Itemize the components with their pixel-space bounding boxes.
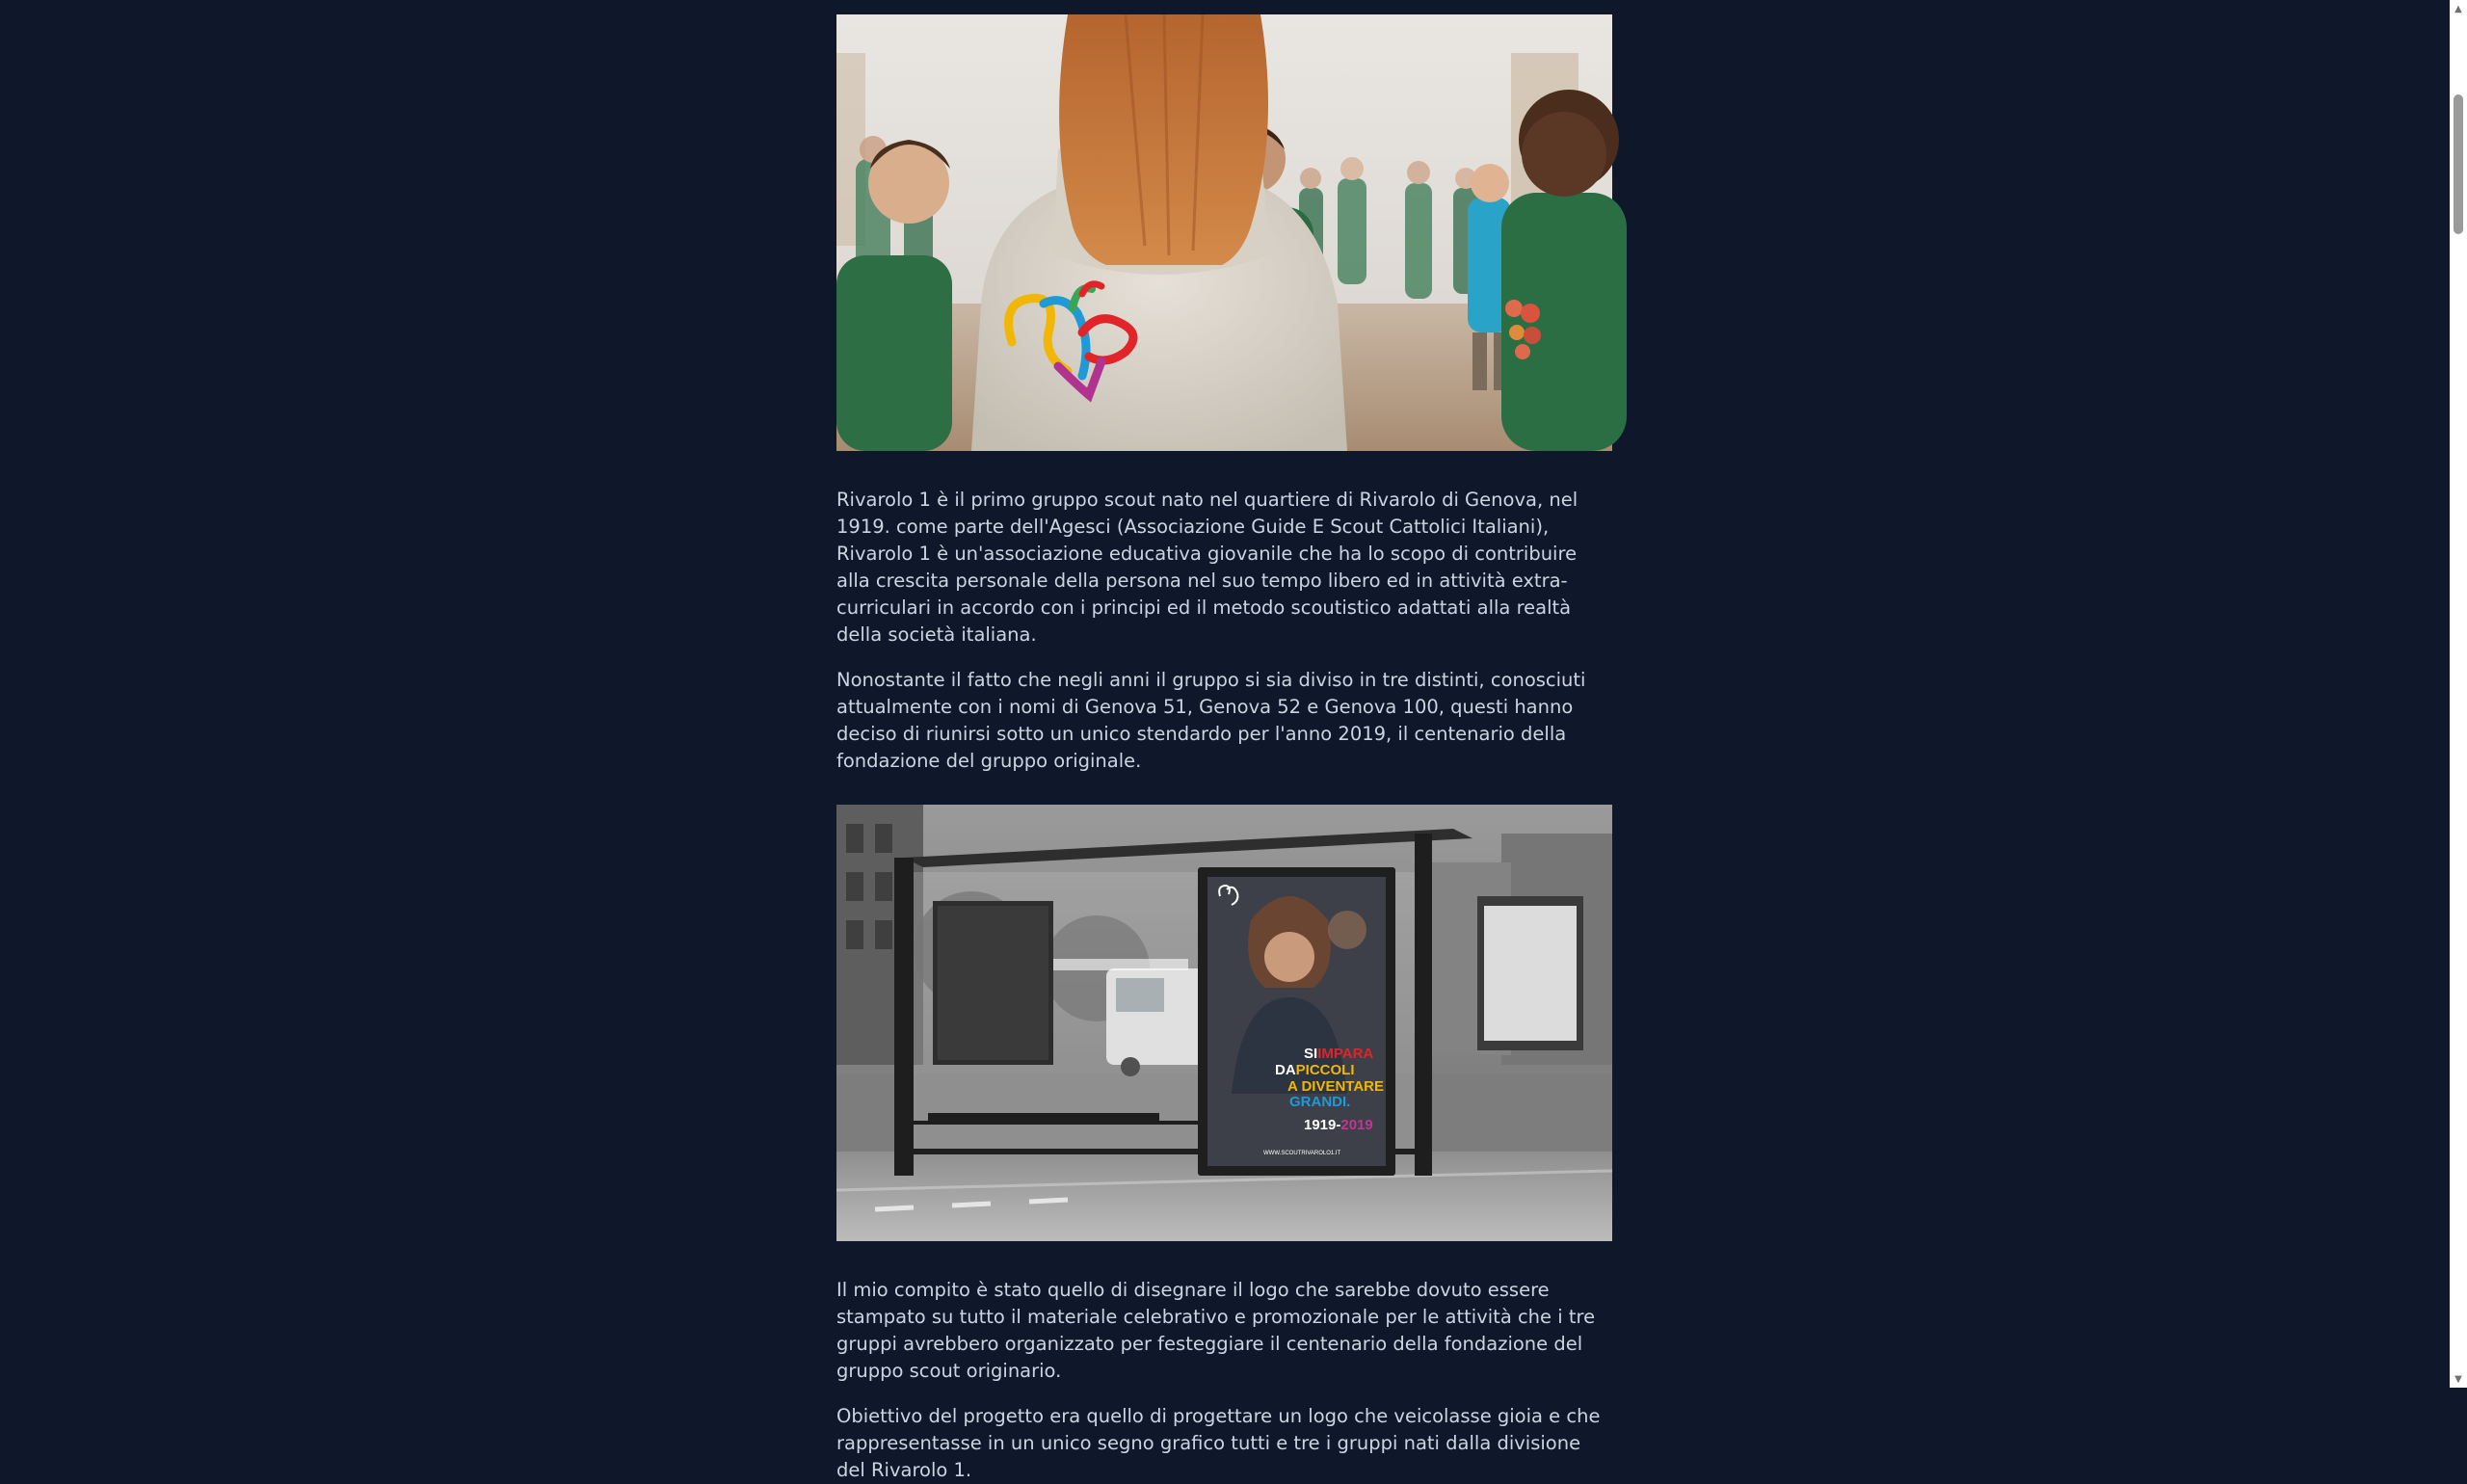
poster-line2a: DA	[1275, 1062, 1296, 1078]
poster-line2b: PICCOLI	[1295, 1062, 1355, 1078]
chevron-down-icon[interactable]: ▼	[2454, 1373, 2462, 1385]
history-paragraph: Nonostante il fatto che negli anni il gruppo si sia diviso in tre distinti, conosciuti attualmente con i nomi di Genova 51, Genova 52 e Genova 100, questi hanno deciso di riunirsi sotto un unico stendardo per l'anno 2019, il centenario della fondazione del gruppo originale.	[836, 669, 1586, 772]
objective-paragraph: Obiettivo del progetto era quello di progettare un logo che veicolasse gioia e che rappresentasse in un unico segno grafico tutti e tre i gruppi nati dalla divisione del Rivarolo 1.	[836, 1405, 1601, 1481]
chevron-up-icon[interactable]: ▲	[2454, 3, 2462, 14]
vertical-scrollbar[interactable]	[2450, 0, 2467, 1388]
bus-shelter-illustration	[836, 805, 1612, 1241]
intro-paragraph: Rivarolo 1 è il primo gruppo scout nato nel quartiere di Rivarolo di Genova, nel 1919. come parte dell'Agesci (Associazione Guide E Scout Cattolici Italiani), Rivarolo 1 è un'associazione educativa giovanile che ha lo scopo di contribuire alla crescita personale della persona nel suo tempo libero ed in attività extra-curriculari in accordo con i principi ed il metodo scoutistico adattati alla realtà della società italiana.	[836, 489, 1578, 646]
poster-line4: GRANDI.	[1289, 1094, 1351, 1110]
svg-text:DAPICCOLI	[1275, 1062, 1355, 1078]
poster-years-a: 1919-	[1304, 1117, 1341, 1133]
bus-shelter-poster-photo	[836, 805, 1612, 1241]
poster-years-b: 2019	[1340, 1117, 1373, 1133]
svg-text:SIIMPARA	[1304, 1046, 1373, 1062]
poster-url: WWW.SCOUTRIVAROLO1.IT	[1263, 1151, 1341, 1156]
task-paragraph: Il mio compito è stato quello di disegnare il logo che sarebbe dovuto essere stampato su tutto il materiale celebrativo e promozionale per le attività che i tre gruppi avrebbero organizzato per festeggiare il centenario della fondazione del gruppo scout originario.	[836, 1279, 1596, 1382]
poster-line1a: SI	[1304, 1046, 1318, 1062]
article	[836, 14, 1612, 1484]
poster-line1b: IMPARA	[1317, 1046, 1374, 1062]
poster-line3: A DIVENTARE	[1287, 1078, 1385, 1095]
scrollbar-thumb[interactable]	[2454, 94, 2463, 234]
scout-hoodie-illustration	[836, 14, 1612, 451]
scout-hoodie-photo	[836, 14, 1612, 451]
svg-text:1919-2019	[1304, 1117, 1373, 1133]
